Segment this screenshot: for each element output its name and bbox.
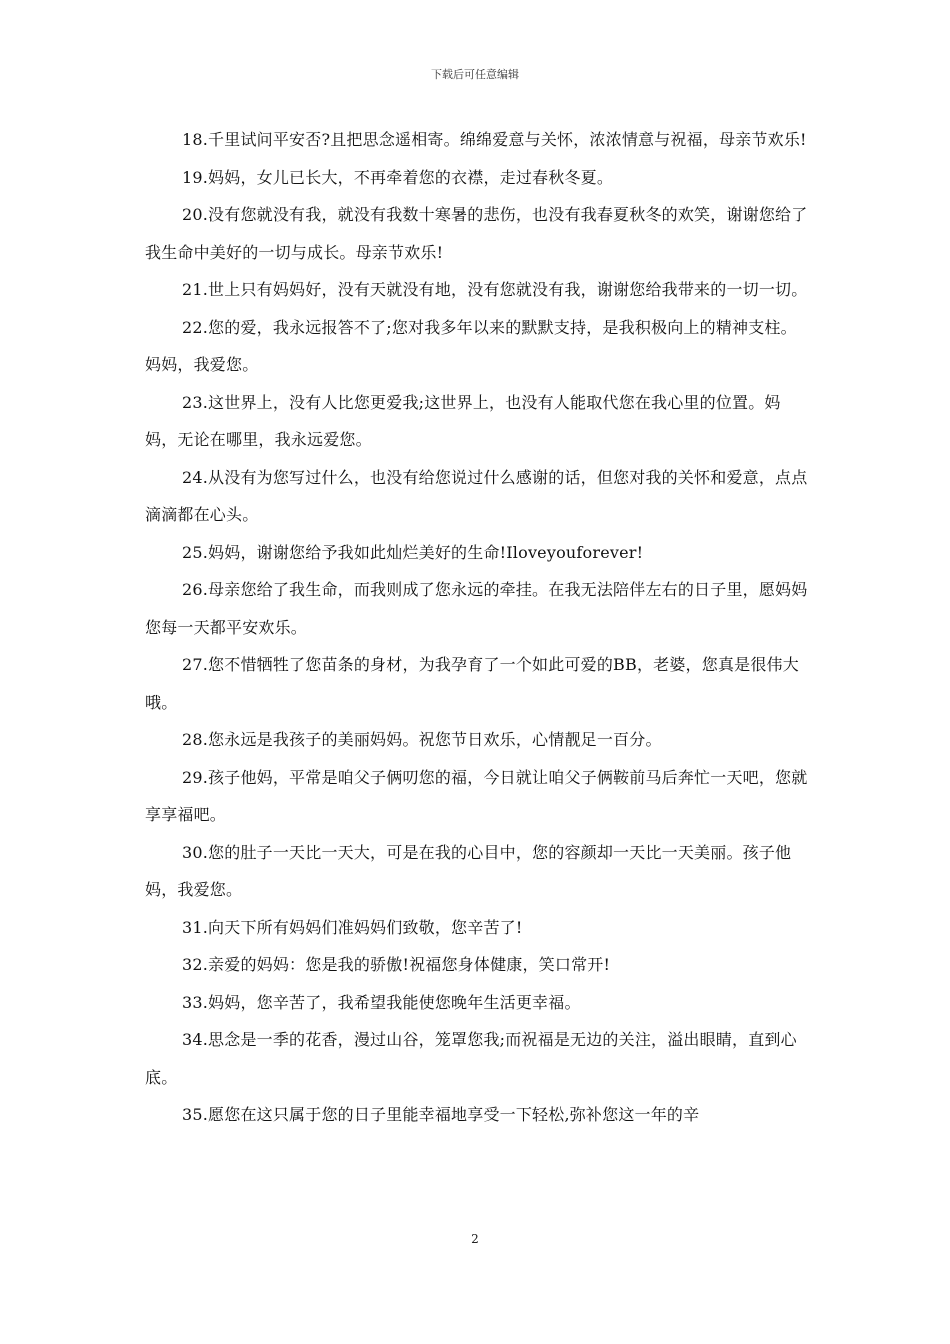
paragraph-28: 28.您永远是我孩子的美丽妈妈。祝您节日欢乐，心情靓足一百分。 — [182, 730, 662, 749]
paragraph-19: 19.妈妈，女儿已长大，不再牵着您的衣襟，走过春秋冬夏。 — [182, 167, 614, 187]
document-body — [145, 121, 810, 1134]
paragraph-25: 25.妈妈，谢谢您给予我如此灿烂美好的生命!Iloveyouforever! — [182, 542, 644, 562]
paragraph-29: 29.孩子他妈，平常是咱父子俩叨您的福，今日就让咱父子俩鞍前马后奔忙一天吧，您就享享福吧。 — [145, 767, 808, 824]
paragraph-35: 35.愿您在这只属于您的日子里能幸福地享受一下轻松,弥补您这一年的辛 — [182, 1105, 700, 1124]
paragraph-33: 33.妈妈，您辛苦了，我希望我能使您晚年生活更幸福。 — [182, 992, 581, 1012]
paragraph-23: 23.这世界上，没有人比您更爱我;这世界上，也没有人能取代您在我心里的位置。妈妈，无论在哪里，我永远爱您。 — [145, 392, 781, 449]
header-note: 下载后可任意编辑 — [431, 68, 519, 81]
paragraph-34: 34.思念是一季的花香，漫过山谷，笼罩您我;而祝福是无边的关注，溢出眼睛，直到心底。 — [145, 1030, 797, 1087]
paragraph-21: 21.世上只有妈妈好，没有天就没有地，没有您就没有我，谢谢您给我带来的一切一切。 — [182, 280, 808, 299]
paragraph-26: 26.母亲您给了我生命，而我则成了您永远的牵挂。在我无法陪伴左右的日子里，愿妈妈您每一天都平安欢乐。 — [145, 580, 808, 637]
paragraph-30: 30.您的肚子一天比一天大，可是在我的心目中，您的容颜却一天比一天美丽。孩子他妈，我爱您。 — [145, 842, 792, 899]
paragraph-22: 22.您的爱，我永远报答不了;您对我多年以来的默默支持，是我积极向上的精神支柱。妈妈，我爱您。 — [145, 317, 797, 374]
paragraph-32: 32.亲爱的妈妈：您是我的骄傲!祝福您身体健康，笑口常开! — [182, 955, 611, 974]
page-number: 2 — [471, 1232, 479, 1246]
paragraph-20: 20.没有您就没有我，就没有我数十寒暑的悲伤，也没有我春夏秋冬的欢笑，谢谢您给了我生命中美好的一切与成长。母亲节欢乐! — [145, 205, 808, 262]
paragraph-18: 18.千里试问平安否?且把思念遥相寄。绵绵爱意与关怀，浓浓情意与祝福，母亲节欢乐! — [182, 130, 807, 149]
paragraph-24: 24.从没有为您写过什么，也没有给您说过什么感谢的话，但您对我的关怀和爱意，点点滴滴都在心头。 — [145, 467, 808, 524]
paragraph-27: 27.您不惜牺牲了您苗条的身材，为我孕育了一个如此可爱的BB，老婆，您真是很伟大哦。 — [145, 655, 799, 712]
paragraph-31: 31.向天下所有妈妈们准妈妈们致敬，您辛苦了! — [182, 917, 523, 937]
